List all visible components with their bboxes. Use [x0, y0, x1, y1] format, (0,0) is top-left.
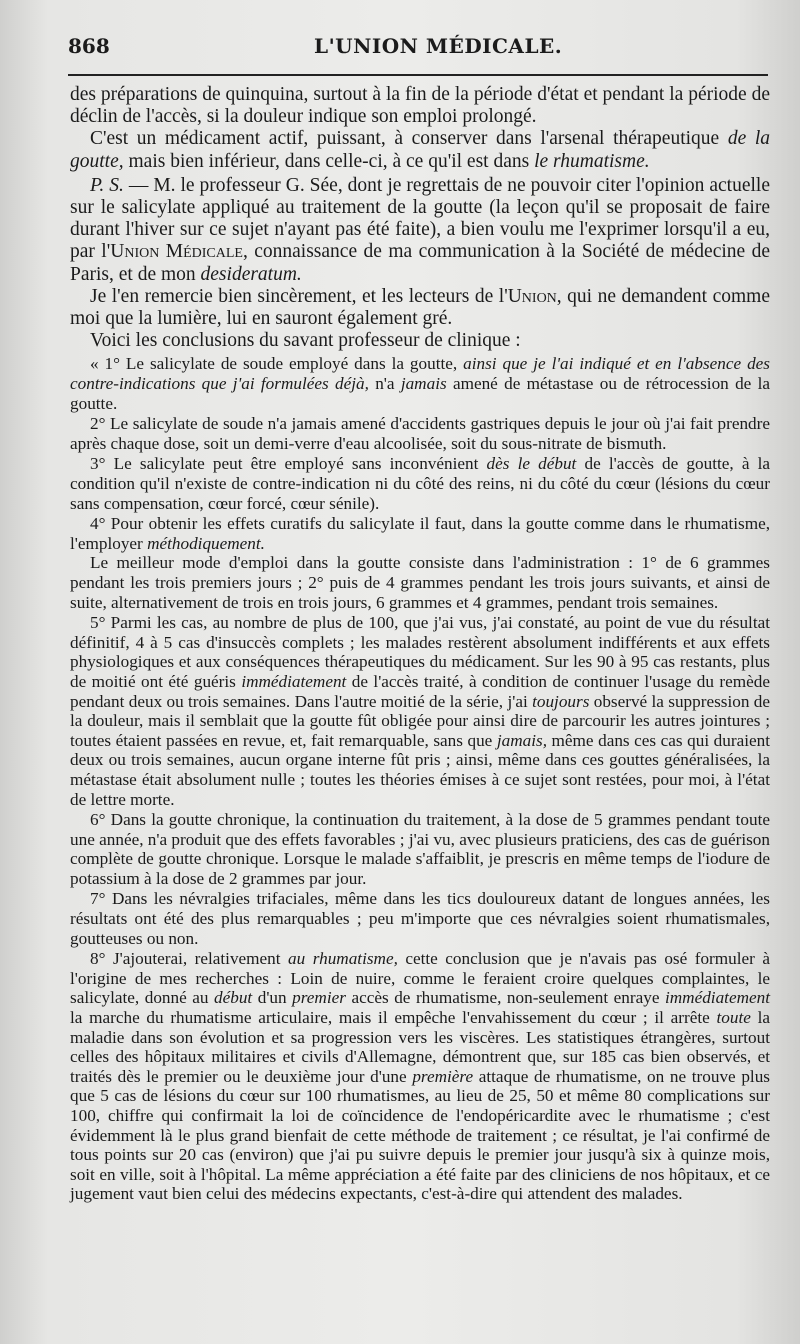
text-run: 4° Pour obtenir les effets curatifs du salicylate il faut, dans la goutte comme dans le rhumatisme, l'employer [70, 514, 770, 553]
text-run: 8° J'ajouterai, relativement [90, 949, 289, 969]
conclusion-2 [70, 414, 770, 453]
text-run: amené de métastase ou de rétrocession de la goutte. [70, 374, 770, 413]
text-run: même dans ces cas qui duraient deux ou trois semaines, aucun organe interne fût pris ; ainsi, même dans ces gouttes généralisées, la métastase était absolument nulle ; toutes les théories émises à ce sujet sont restées, pour moi, à l'état de lettre morte. [70, 730, 770, 809]
conclusion-3 [70, 454, 770, 513]
text-run: C'est un médicament actif, puissant, à conserver dans l'arsenal thérapeutique [90, 128, 728, 150]
conclusion-4-dosage [70, 553, 770, 612]
text-run: cette conclusion que je n'avais pas osé formuler à l'origine de mes recherches : Loin de nuire, comme le feraient croire quelques complaintes, le salicylate, donné au [70, 949, 770, 1008]
paragraph-text: des préparations de quinquina, surtout à la fin de la période d'état et pendant la période de déclin de l'accès, si la douleur indique son emploi prolongé. [70, 84, 770, 128]
text-run: 3° Le salicylate peut être employé sans inconvénient [90, 454, 487, 474]
text-run: Je l'en remercie bien sincèrement, et les lecteurs de l' [90, 285, 508, 307]
running-title: L'UNION MÉDICALE. [314, 34, 563, 58]
text-run: , qui ne demandent comme moi que la lumière, lui en sauront également gré. [70, 285, 770, 330]
conclusion-1 [70, 354, 770, 413]
text-run: observé la suppression de la douleur, mais il semblait que la goutte fût obligée pour ainsi dire de parcourir les autres jointures ; toutes étaient passées en revue, et, fait remarquable, sans que [70, 691, 770, 750]
conclusion-5 [70, 613, 770, 809]
text-run: accès de rhumatisme, non-seulement enraye [345, 988, 665, 1008]
conclusion-8 [70, 949, 770, 1204]
emphasis-text: de la goutte, [70, 128, 770, 172]
emphasis-text: toute [716, 1008, 751, 1028]
text-run: attaque de rhumatisme, on ne trouve plus que 5 cas de lésions du cœur sur 100 rhumatismes, au lieu de 25, 50 et même 80 complications sur 100, chiffre qui confirmait la loi de coïncidence de l'endopéricardite avec le rhumatisme ; c'est évidemment là le plus grand bienfait de cette méthode de traitement ; ce résultat, je l'ai confirmé de tous points sur 20 cas (environ) que j'ai pu suivre depuis le premier jour jusqu'à six à quinze mois, soit en ville, soit à l'hôpital. La même appréciation a été faite par des cliniciens de nos hôpitaux, et ce jugement vaut bien celui des médecins expectants, c'est-à-dire qui attendent des malades. [70, 1066, 770, 1204]
page-header [68, 34, 768, 60]
text-run: la marche du rhumatisme articulaire, mais il empêche l'envahissement du cœur ; il arrête [70, 1008, 717, 1028]
conclusion-6 [70, 810, 770, 888]
conclusion-4 [70, 514, 770, 553]
emphasis-text: ainsi que je l'ai indiqué et en l'absence des contre-indications que j'ai formulées déjà, [70, 354, 770, 394]
paragraph-intro-conclusions [70, 330, 770, 352]
emphasis-text: jamais [400, 374, 447, 394]
paragraph-thanks [70, 286, 770, 330]
emphasis-text: desideratum. [200, 263, 302, 285]
text-run: , connaissance de ma communication à la Société de médecine de Paris, et de mon [70, 241, 770, 285]
text-run: n'a [368, 374, 401, 394]
emphasis-text: immédiatement [241, 671, 347, 691]
emphasis-text: jamais, [496, 730, 547, 750]
header-rule [68, 74, 768, 76]
emphasis-text: au rhumatisme, [288, 949, 398, 969]
postscript-label: P. S. [90, 174, 124, 196]
text-run: « 1° Le salicylate de soude employé dans la goutte, [90, 354, 464, 374]
paragraph-text: 6° Dans la goutte chronique, la continuation du traitement, à la dose de 5 grammes pendant toute une année, n'a produit que des effets favorables ; j'ai vu, avec plusieurs praticiens, des cas de guérison complète de goutte chronique. Lorsque le malade s'affaiblit, je prescris en même temps de l'iodure de potassium à la dose de 2 grammes par jour. [70, 810, 770, 888]
text-run: de l'accès traité, à condition de continuer l'usage du remède pendant deux ou trois semaines. Dans l'autre moitié de la série, j'ai [70, 671, 770, 711]
paragraph-text: Le meilleur mode d'emploi dans la goutte consiste dans l'administration : 1° de 6 grammes pendant les trois premiers jours ; 2° puis de 4 grammes pendant les trois jours suivants, et ainsi de suite, alternativement de trois en trois jours, 6 grammes et 4 grammes, pendant trois semaines. [70, 553, 770, 612]
emphasis-text: méthodiquement. [147, 533, 265, 553]
paragraph-postscript [70, 175, 770, 286]
page-number: 868 [68, 34, 110, 58]
emphasis-text: début [214, 988, 253, 1008]
emphasis-text: le rhumatisme. [534, 150, 650, 172]
text-run: d'un [252, 988, 293, 1008]
text-run: — M. le professeur G. Sée, dont je regrettais de ne pouvoir citer l'opinion actuelle sur le salicylate appliqué au traitement de la goutte (la leçon qu'il se proposait de faire durant l'hiver sur ce sujet n'ayant pas été faite), a bien voulu me l'exprimer lorsqu'il a eu, par l' [70, 174, 770, 263]
paragraph-text: Voici les conclusions du savant professeur de clinique : [90, 330, 521, 352]
paragraph-text: 7° Dans les névralgies trifaciales, même dans les tics douloureux datant de longues années, les résultats ont été des plus remarquables ; peu m'importe que ces névralgies soient rhumatismales, goutteuses ou non. [70, 889, 770, 948]
journal-name: Union [507, 285, 557, 307]
paragraph-medicament [70, 128, 770, 172]
text-run: la maladie dans son évolution et sa progression vers les viscères. Les statistiques étrangères, surtout celles des hôpitaux militaires et civils d'Allemagne, démontrent que, sur 185 cas bien observés, et traités dès le premier ou le deuxième jour d'une [70, 1008, 771, 1086]
paragraph-quinquina [70, 84, 770, 128]
text-run: 5° Parmi les cas, au nombre de plus de 100, que j'ai vus, j'ai constaté, au point de vue du résultat définitif, 4 à 5 cas d'insuccès complets ; les malades restèrent absolument indifférents et aux effets physiologiques et aux conséquences thérapeutiques du médicament. Sur les 90 à 95 cas restants, plus de moitié ont été guéris [70, 613, 770, 691]
emphasis-text: toujours [532, 691, 590, 711]
conclusion-7 [70, 889, 770, 948]
emphasis-text: dès le début [486, 454, 577, 474]
emphasis-text: immédiatement [664, 988, 770, 1008]
journal-name: Union Médicale [110, 241, 243, 263]
emphasis-text: première [412, 1066, 474, 1086]
emphasis-text: premier [292, 988, 346, 1008]
paragraph-text: 2° Le salicylate de soude n'a jamais amené d'accidents gastriques depuis le jour où j'ai fait prendre après chaque dose, soit un demi-verre d'eau alcoolisée, soit du sous-nitrate de bismuth. [70, 414, 770, 453]
article-body [70, 84, 770, 1204]
text-run: mais bien inférieur, dans celle-ci, à ce qu'il est dans [123, 150, 535, 172]
text-run: de l'accès de goutte, à la condition qu'il n'existe de contre-indication ni du côté des reins, ni du côté du cœur (lésions du cœur sans compensation, cœur forcé, cœur sénile). [70, 454, 770, 513]
